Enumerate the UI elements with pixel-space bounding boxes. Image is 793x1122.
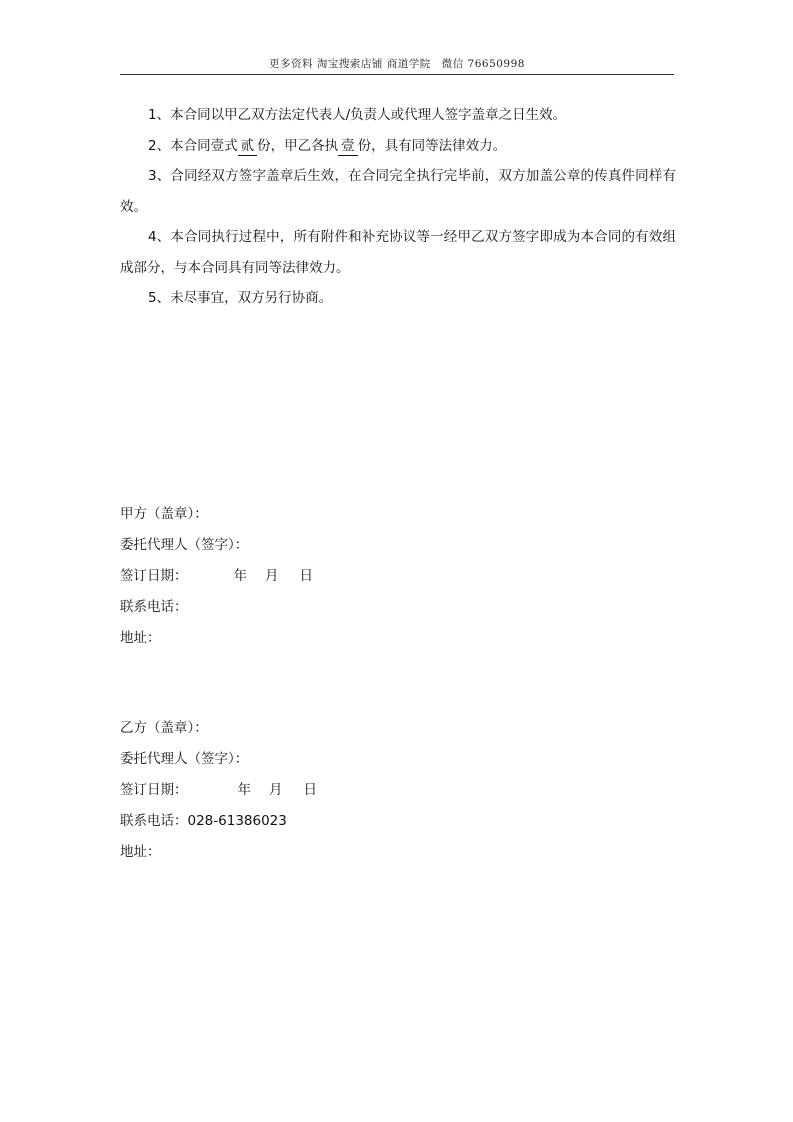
party-a-address-label: 地址： — [120, 630, 161, 646]
party-b-phone-label: 联系电话： — [120, 813, 188, 829]
clause-2-middle: 份，甲乙各执 — [257, 137, 339, 154]
party-b-agent-label: 委托代理人（签字）： — [120, 751, 249, 767]
party-a-date-label: 签订日期： — [120, 568, 188, 584]
party-a-month-label: 月 — [265, 568, 279, 584]
contract-clauses — [120, 100, 676, 314]
page-header: 更多资料 淘宝搜索店铺 商道学院 微信 76650998 — [269, 58, 525, 70]
party-a-signature-block — [120, 499, 313, 654]
party-b-month-label: 月 — [269, 782, 283, 798]
clause-2-prefix: 2、本合同壹式 — [148, 137, 238, 154]
clause-2 — [120, 131, 676, 162]
party-b-signature-block — [120, 713, 317, 868]
party-a-date-row — [120, 561, 313, 592]
clause-2-suffix: 份，具有同等法律效力。 — [357, 137, 507, 154]
party-b-seal-label: 乙方（盖章）： — [120, 720, 208, 736]
copies-each-field: 壹 — [338, 138, 358, 156]
party-a-phone-label: 联系电话： — [120, 599, 188, 615]
header-divider — [120, 74, 674, 75]
copies-total-field: 贰 — [238, 138, 258, 156]
party-b-phone-value: 028-61386023 — [187, 813, 287, 829]
party-b-phone-row — [120, 806, 317, 837]
party-b-date-row — [120, 775, 317, 806]
party-b-day-label: 日 — [303, 782, 317, 798]
party-a-year-label: 年 — [233, 568, 247, 584]
clause-5: 5、未尽事宜，双方另行协商。 — [148, 290, 333, 306]
party-a-seal-label: 甲方（盖章）： — [120, 506, 208, 522]
party-a-agent-label: 委托代理人（签字）： — [120, 537, 249, 553]
party-a-day-label: 日 — [299, 568, 313, 584]
clause-3: 3、合同经双方签字盖章后生效，在合同完全执行完毕前，双方加盖公章的传真件同样有效。 — [120, 168, 676, 215]
party-b-address-label: 地址： — [120, 844, 161, 860]
party-b-date-label: 签订日期： — [120, 782, 188, 798]
clause-1: 1、本合同以甲乙双方法定代表人/负责人或代理人签字盖章之日生效。 — [148, 107, 567, 123]
clause-4: 4、本合同执行过程中，所有附件和补充协议等一经甲乙双方签字即成为本合同的有效组成部分，与本合同具有同等法律效力。 — [120, 229, 676, 276]
party-a-phone-row — [120, 592, 313, 623]
party-b-year-label: 年 — [237, 782, 251, 798]
